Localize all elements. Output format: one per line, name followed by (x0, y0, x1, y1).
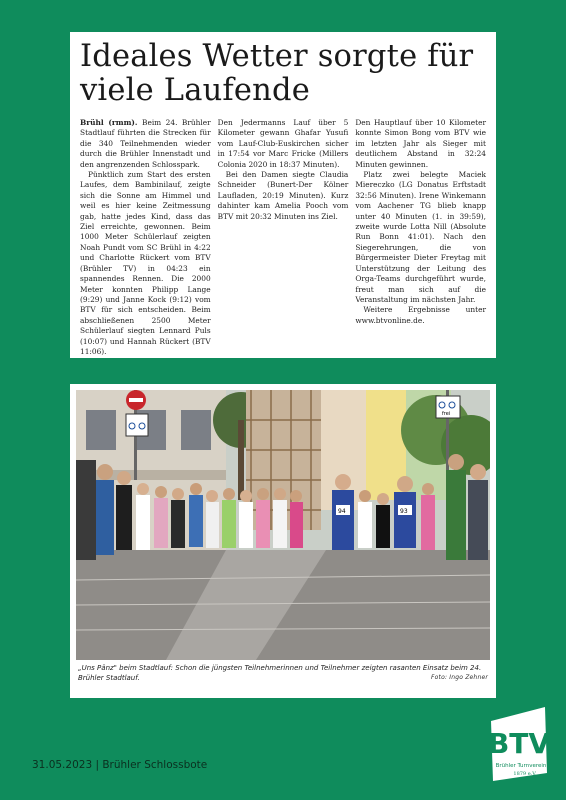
runner-bib: 94 (338, 508, 346, 515)
article-column-1 (80, 118, 211, 357)
article-paragraph: Den Hauptlauf über 10 Kilometer konnte Simon Bong vom BTV wie im letzten Jahr als Sieger mit deutlichem Abstand in 32:24 Minuten gewinnen. (355, 118, 487, 169)
photo-credit: Foto: Ingo Zehner (431, 674, 488, 681)
race-photo (76, 390, 490, 660)
article-paragraph: Platz zwei belegte Maciek Miereczko (LG Donatus Erftstadt 32:56 Minuten). Irene Winkemann vom Aachener TG blieb knapp unter 40 Minuten (1. in 39:59), zweite wurde Lotta Nill (Absolute Run Bonn 41:01). Nach den Siegerehrungen, die von Bürgermeister Dieter Freytag mit Unterstützung der Leitung des Orga-Teams durchgeführt wurde, freut man sich auf die Veranstaltung im nächsten Jahr. (355, 170, 487, 304)
footer-text: 31.05.2023 | Brühler Schlossbote (32, 759, 208, 771)
sign-text: frei (442, 411, 451, 417)
logo-letters: BTV (487, 727, 551, 760)
article-column-3 (355, 118, 486, 357)
caption-text: „Uns Pänz" beim Stadtlauf: Schon die jüngsten Teilnehmerinnen und Teilnehmer zeigten rasanten Einsatz beim 24. Brühler Stadtlauf. (78, 664, 482, 682)
logo-name: Brühler Turnverein (495, 763, 547, 769)
photo-caption (76, 663, 490, 683)
logo-year: 1879 e.V. (513, 771, 537, 777)
photo-card (70, 384, 496, 698)
article-paragraph: Pünktlich zum Start des ersten Laufes, dem Bambinilauf, zeigte sich die Sonne am Himmel und weil es hier keine Zeitmessung gab, hatte jedes Kind, dass das Ziel erreichte, gewonnen. Beim 1000 Meter Schülerlauf zeigten Noah Pundt vom SC Brühl in 4:22 und Charlotte Rückert vom BTV (Brühler TV) in 04:23 ein spannendes Rennen. Die 2000 Meter konnten Philipp Lange (9:29) und Janne Kock (9:12) vom BTV für sich entscheiden. Beim abschließenen 2500 Meter Schülerlauf siegten Lennard Puls (10:07) und Hannah Rückert (BTV 11:06). (80, 170, 211, 356)
article-paragraph: Bei den Damen siegte Claudia Schneider (Bunert-Der Kölner Laufladen, 20:19 Minuten). Kurz dahinter kam Amelia Pooch vom BTV mit 20:32 Minuten ins Ziel. (217, 170, 349, 221)
article-column-2 (218, 118, 349, 357)
article-clipping (70, 32, 496, 358)
runner-bib: 93 (400, 508, 408, 515)
dateline: Brühl (rmm). (80, 118, 138, 127)
article-paragraph: Weitere Ergebnisse unter www.btvonline.de. (355, 305, 487, 325)
btv-logo (487, 703, 551, 783)
article-paragraph: Brühl (rmm). Beim 24. Brühler Stadtlauf führten die Strecken für die 340 Teilnehmenden wieder durch die Brühler Innenstadt und den angrenzenden Schlosspark. (80, 118, 211, 169)
article-paragraph: Den Jedermanns Lauf über 5 Kilometer gewann Ghafar Yusufi vom Lauf-Club-Euskirchen sicher in 17:54 vor Marc Fricke (Millers Colonia 2020 in 18:37 Minuten). (217, 118, 349, 169)
article-body (80, 118, 486, 357)
article-headline: Ideales Wetter sorgte für viele Laufende (80, 39, 474, 108)
